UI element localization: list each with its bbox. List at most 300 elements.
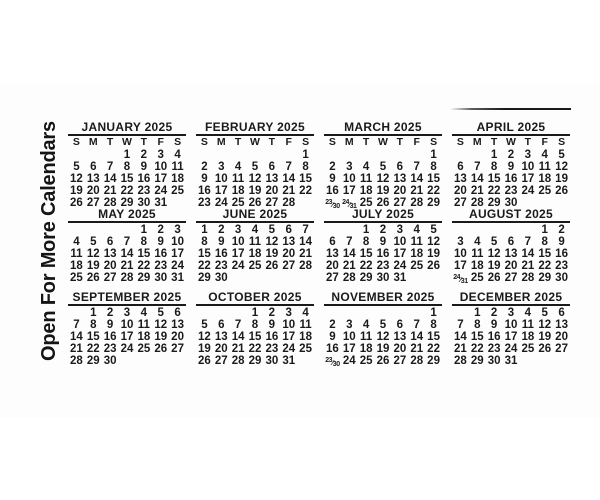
week-row xyxy=(68,319,186,331)
date-cell: 6 xyxy=(507,236,515,248)
weekday-label: T xyxy=(268,136,276,148)
date-cell: 1 xyxy=(302,149,309,161)
date-cell: 8 xyxy=(490,161,498,173)
date-cell: 14 xyxy=(120,248,134,260)
date-cell: 27 xyxy=(103,272,117,284)
date-cell: 12 xyxy=(154,319,168,331)
date-cell: 14 xyxy=(282,173,296,185)
date-cell: 19 xyxy=(538,331,552,343)
date-cell xyxy=(486,224,503,236)
date-cell: 22 xyxy=(299,185,312,197)
week-row xyxy=(68,149,186,161)
date-cell: 26 xyxy=(538,343,552,355)
date-cell: 14 xyxy=(231,331,245,343)
week-row xyxy=(324,319,442,331)
date-cell: 21 xyxy=(342,260,356,272)
date-cell: 27 xyxy=(393,355,407,367)
date-cell: 30 xyxy=(154,272,168,284)
month-title: DECEMBER 2025 xyxy=(452,291,570,306)
week-row xyxy=(452,149,570,161)
date-cell: 19 xyxy=(248,185,262,197)
date-cell: 15 xyxy=(299,173,312,185)
date-cell xyxy=(391,307,408,319)
week-row xyxy=(68,173,186,185)
date-cell xyxy=(68,149,85,161)
date-cell xyxy=(536,355,553,367)
date-cell xyxy=(135,355,152,367)
date-cell xyxy=(280,272,297,284)
date-cell: 27 xyxy=(214,355,228,367)
date-cell: 11 xyxy=(299,319,312,331)
date-cell xyxy=(408,272,425,284)
date-cell: 22 xyxy=(198,260,211,272)
date-cell: 19 xyxy=(555,173,568,185)
weekday-label: S xyxy=(302,136,310,148)
weekday-label: T xyxy=(524,136,532,148)
date-cell: 23 xyxy=(555,260,568,272)
week-row xyxy=(324,173,442,185)
date-cell: 6 xyxy=(218,319,225,331)
date-cell: 18 xyxy=(299,331,312,343)
date-cell: 13 xyxy=(103,248,117,260)
weekday-label: M xyxy=(472,136,482,148)
date-cell: 11 xyxy=(360,173,373,185)
date-cell: 27 xyxy=(282,260,296,272)
week-row xyxy=(68,260,186,272)
date-cell: 12 xyxy=(538,319,552,331)
date-cell: 28 xyxy=(454,355,467,367)
week-row xyxy=(196,161,314,173)
weekday-label: T xyxy=(140,136,148,148)
date-cell: 4 xyxy=(140,307,148,319)
date-cell: 2 xyxy=(379,224,387,236)
month-title: OCTOBER 2025 xyxy=(196,291,314,306)
date-cell: 4 xyxy=(251,224,259,236)
date-cell: 8 xyxy=(123,161,131,173)
month-march xyxy=(324,121,442,208)
date-cell: 19 xyxy=(70,185,83,197)
week-row xyxy=(452,236,570,248)
date-cell: 7 xyxy=(524,236,532,248)
date-cell: 18 xyxy=(137,331,151,343)
date-cell: 26 xyxy=(248,197,262,209)
date-cell: 20 xyxy=(454,185,467,197)
date-cell: 30 xyxy=(265,355,279,367)
date-cell: 12 xyxy=(198,331,211,343)
date-cell: 12 xyxy=(86,248,100,260)
date-cell: 7 xyxy=(413,161,420,173)
date-cell xyxy=(324,149,341,161)
week-row xyxy=(452,272,570,284)
date-cell: 9 xyxy=(201,173,208,185)
week-row xyxy=(452,185,570,197)
date-cell: 22 xyxy=(538,260,552,272)
date-cell: 3 xyxy=(157,149,164,161)
month-title: MAY 2025 xyxy=(68,208,186,223)
date-cell: 9 xyxy=(157,236,164,248)
week-row xyxy=(324,224,442,236)
week-row xyxy=(452,319,570,331)
date-cell xyxy=(119,355,136,367)
date-cell: 5 xyxy=(558,149,565,161)
date-cell: 23 xyxy=(154,260,168,272)
date-cell: 2 xyxy=(106,307,114,319)
date-cell: 22 xyxy=(487,185,501,197)
date-cell: 9 xyxy=(140,161,148,173)
date-cell: 16 xyxy=(137,173,151,185)
date-cell: 17 xyxy=(231,248,245,260)
date-cell: 13 xyxy=(282,236,296,248)
date-cell xyxy=(213,149,230,161)
month-april xyxy=(452,121,570,208)
date-cell: 10 xyxy=(454,248,467,260)
date-cell: 27 xyxy=(504,272,518,284)
week-row xyxy=(324,307,442,319)
weekday-label: S xyxy=(430,136,438,148)
month-title: AUGUST 2025 xyxy=(452,208,570,223)
date-cell: 5 xyxy=(490,236,498,248)
weekday-label: M xyxy=(216,136,226,148)
weekday-label: T xyxy=(396,136,404,148)
date-cell: 18 xyxy=(171,173,184,185)
month-june xyxy=(196,208,314,291)
date-cell xyxy=(452,307,469,319)
date-cell: 20 xyxy=(393,343,407,355)
date-cell: 21 xyxy=(410,185,424,197)
date-cell xyxy=(102,149,119,161)
date-cell: 31 xyxy=(171,272,184,284)
date-cell: 26 xyxy=(555,185,568,197)
date-cell: 11 xyxy=(232,173,245,185)
date-cell: 15 xyxy=(359,248,373,260)
date-cell: 5 xyxy=(379,319,387,331)
date-cell: 27 xyxy=(171,343,184,355)
date-cell-dual: $^{24}⁄_{31}$ xyxy=(453,274,468,285)
date-cell: 31 xyxy=(393,272,407,284)
month-title: FEBRUARY 2025 xyxy=(196,121,314,136)
date-cell: 21 xyxy=(470,185,484,197)
date-cell: 17 xyxy=(454,260,467,272)
date-cell: 24 xyxy=(154,185,168,197)
month-title: JANUARY 2025 xyxy=(68,121,186,136)
date-cell: 19 xyxy=(86,260,100,272)
date-cell: 28 xyxy=(299,260,312,272)
date-cell: 28 xyxy=(282,197,296,209)
date-cell: 27 xyxy=(393,197,407,209)
date-cell: 16 xyxy=(198,185,211,197)
date-cell: 28 xyxy=(70,355,83,367)
date-cell: 26 xyxy=(487,272,501,284)
date-cell xyxy=(152,355,169,367)
date-cell: 22 xyxy=(137,260,151,272)
date-cell: 27 xyxy=(86,197,100,209)
date-cell: 9 xyxy=(558,236,565,248)
date-cell: 22 xyxy=(86,343,100,355)
month-august xyxy=(452,208,570,291)
date-cell: 7 xyxy=(346,236,353,248)
weekday-label: S xyxy=(558,136,566,148)
week-row xyxy=(196,343,314,355)
date-cell xyxy=(341,149,358,161)
date-cell: 4 xyxy=(524,307,532,319)
date-cell: 11 xyxy=(471,248,484,260)
date-cell: 3 xyxy=(396,224,404,236)
date-cell xyxy=(68,307,85,319)
week-row xyxy=(68,331,186,343)
date-cell: 25 xyxy=(248,260,262,272)
date-cell: 11 xyxy=(410,236,423,248)
week-row xyxy=(196,248,314,260)
date-cell: 5 xyxy=(430,224,437,236)
date-cell: 4 xyxy=(541,149,548,161)
date-cell: 8 xyxy=(140,236,148,248)
date-cell: 26 xyxy=(70,197,83,209)
date-cell: 18 xyxy=(521,331,535,343)
date-cell: 9 xyxy=(268,319,276,331)
date-cell: 21 xyxy=(521,260,535,272)
date-cell: 13 xyxy=(504,248,518,260)
page-edge-line xyxy=(450,108,571,110)
date-cell: 1 xyxy=(490,149,498,161)
date-cell: 24 xyxy=(393,260,407,272)
date-cell: 18 xyxy=(359,185,373,197)
date-cell: 25 xyxy=(171,185,184,197)
date-cell: 10 xyxy=(342,173,356,185)
date-cell: 12 xyxy=(376,331,390,343)
date-cell: 23 xyxy=(504,185,518,197)
date-cell: 31 xyxy=(154,197,168,209)
date-cell: 30 xyxy=(137,197,151,209)
date-cell: 2 xyxy=(507,149,515,161)
date-cell: 10 xyxy=(171,236,184,248)
date-cell xyxy=(230,307,247,319)
date-cell: 12 xyxy=(555,161,568,173)
weekday-header xyxy=(324,137,442,148)
week-row xyxy=(68,307,186,319)
weekday-label: W xyxy=(122,136,132,148)
date-cell: 1 xyxy=(140,224,148,236)
date-cell: 21 xyxy=(103,185,117,197)
date-cell: 6 xyxy=(329,236,336,248)
date-cell: 29 xyxy=(137,272,151,284)
date-cell xyxy=(230,272,247,284)
date-cell: 16 xyxy=(376,248,390,260)
date-cell: 6 xyxy=(285,224,292,236)
date-cell xyxy=(469,224,486,236)
date-cell: 20 xyxy=(214,343,228,355)
date-cell xyxy=(119,224,136,236)
date-cell: 22 xyxy=(427,343,440,355)
date-cell: 22 xyxy=(359,260,373,272)
date-cell: 12 xyxy=(265,236,279,248)
weekday-label: F xyxy=(413,136,420,148)
week-row xyxy=(196,355,314,367)
date-cell: 2 xyxy=(329,319,336,331)
weekday-label: S xyxy=(456,136,464,148)
date-cell xyxy=(375,307,392,319)
weekday-header xyxy=(452,137,570,148)
date-cell: 17 xyxy=(393,248,407,260)
date-cell: 13 xyxy=(265,173,279,185)
week-row xyxy=(324,161,442,173)
date-cell: 5 xyxy=(157,307,164,319)
date-cell: 25 xyxy=(410,260,424,272)
date-cell: 17 xyxy=(154,173,168,185)
date-cell: 4 xyxy=(302,307,309,319)
date-cell: 25 xyxy=(359,197,373,209)
date-cell: 24 xyxy=(171,260,184,272)
date-cell: 8 xyxy=(201,236,208,248)
date-cell xyxy=(341,307,358,319)
date-cell: 8 xyxy=(474,319,481,331)
date-cell: 22 xyxy=(120,185,134,197)
date-cell: 19 xyxy=(487,260,501,272)
date-cell: 20 xyxy=(265,185,279,197)
date-cell: 28 xyxy=(231,355,245,367)
date-cell: 5 xyxy=(268,224,276,236)
date-cell: 4 xyxy=(362,161,370,173)
date-cell: 6 xyxy=(396,319,404,331)
date-cell: 12 xyxy=(376,173,390,185)
date-cell: 6 xyxy=(90,161,97,173)
date-cell: 24 xyxy=(282,343,296,355)
date-cell: 16 xyxy=(265,331,279,343)
date-cell: 20 xyxy=(326,260,339,272)
date-cell: 19 xyxy=(265,248,279,260)
date-cell xyxy=(85,149,102,161)
date-cell xyxy=(247,149,264,161)
date-cell xyxy=(102,224,119,236)
date-cell: 16 xyxy=(555,248,568,260)
week-row xyxy=(452,331,570,343)
date-cell: 14 xyxy=(342,248,356,260)
date-cell: 22 xyxy=(427,185,440,197)
week-row xyxy=(324,343,442,355)
date-cell: 21 xyxy=(282,185,296,197)
date-cell: 29 xyxy=(248,355,262,367)
week-row xyxy=(68,272,186,284)
date-cell: 2 xyxy=(157,224,164,236)
date-cell: 13 xyxy=(454,173,467,185)
date-cell: 19 xyxy=(198,343,211,355)
week-row xyxy=(196,236,314,248)
date-cell: 8 xyxy=(251,319,259,331)
month-title: MARCH 2025 xyxy=(324,121,442,136)
date-cell: 29 xyxy=(538,272,552,284)
date-cell: 21 xyxy=(410,343,424,355)
date-cell: 14 xyxy=(454,331,467,343)
date-cell: 29 xyxy=(487,197,501,209)
date-cell: 23 xyxy=(265,343,279,355)
date-cell: 20 xyxy=(103,260,117,272)
date-cell: 29 xyxy=(86,355,100,367)
week-row xyxy=(324,272,442,284)
week-row xyxy=(68,236,186,248)
date-cell: 24 xyxy=(342,355,356,367)
date-cell: 28 xyxy=(410,355,424,367)
date-cell xyxy=(213,307,230,319)
date-cell: 6 xyxy=(106,236,114,248)
week-row xyxy=(196,173,314,185)
date-cell: 5 xyxy=(251,161,259,173)
date-cell: 4 xyxy=(413,224,420,236)
date-cell: 16 xyxy=(214,248,228,260)
date-cell: 20 xyxy=(171,331,184,343)
date-cell: 4 xyxy=(362,319,370,331)
date-cell xyxy=(263,149,280,161)
date-cell: 2 xyxy=(218,224,225,236)
date-cell: 23 xyxy=(103,343,117,355)
date-cell: 18 xyxy=(470,260,484,272)
week-row xyxy=(68,343,186,355)
date-cell: 6 xyxy=(268,161,276,173)
week-row xyxy=(196,224,314,236)
date-cell: 7 xyxy=(106,161,114,173)
date-cell: 8 xyxy=(362,236,370,248)
date-cell: 3 xyxy=(507,307,515,319)
date-cell: 18 xyxy=(359,343,373,355)
week-row xyxy=(324,331,442,343)
date-cell: 25 xyxy=(538,185,552,197)
date-cell: 30 xyxy=(376,272,390,284)
date-cell xyxy=(553,355,570,367)
date-cell: 15 xyxy=(487,173,501,185)
date-cell: 23 xyxy=(487,343,501,355)
date-cell: 14 xyxy=(103,173,117,185)
date-cell: 1 xyxy=(430,307,437,319)
date-cell: 7 xyxy=(474,161,481,173)
date-cell: 2 xyxy=(558,224,565,236)
weekday-label: S xyxy=(200,136,208,148)
weekday-label: M xyxy=(88,136,98,148)
date-cell: 30 xyxy=(103,355,117,367)
date-cell: 16 xyxy=(154,248,168,260)
date-cell: 25 xyxy=(359,355,373,367)
date-cell xyxy=(425,272,442,284)
date-cell: 27 xyxy=(265,197,279,209)
weekday-header xyxy=(196,137,314,148)
date-cell: 17 xyxy=(171,248,184,260)
month-may xyxy=(68,208,186,291)
date-cell: 13 xyxy=(214,331,228,343)
date-cell: 25 xyxy=(470,272,484,284)
month-october xyxy=(196,291,314,367)
week-row xyxy=(68,161,186,173)
date-cell: 10 xyxy=(214,173,228,185)
date-cell: 26 xyxy=(376,197,390,209)
week-row xyxy=(324,260,442,272)
date-cell-dual: $^{23}⁄_{30}$ xyxy=(325,199,340,210)
date-cell: 22 xyxy=(470,343,484,355)
date-cell: 29 xyxy=(470,355,484,367)
date-cell: 4 xyxy=(73,236,80,248)
date-cell: 21 xyxy=(70,343,83,355)
date-cell: 7 xyxy=(302,224,309,236)
date-cell: 19 xyxy=(154,331,168,343)
date-cell: 17 xyxy=(521,173,535,185)
date-cell xyxy=(280,149,297,161)
date-cell: 6 xyxy=(396,161,404,173)
weekday-label: F xyxy=(157,136,164,148)
date-cell xyxy=(408,149,425,161)
date-cell: 23 xyxy=(376,260,390,272)
weekday-label: W xyxy=(506,136,516,148)
date-cell: 6 xyxy=(174,307,181,319)
month-title: JULY 2025 xyxy=(324,208,442,223)
date-cell: 11 xyxy=(248,236,262,248)
date-cell: 3 xyxy=(234,224,242,236)
date-cell: 1 xyxy=(251,307,259,319)
